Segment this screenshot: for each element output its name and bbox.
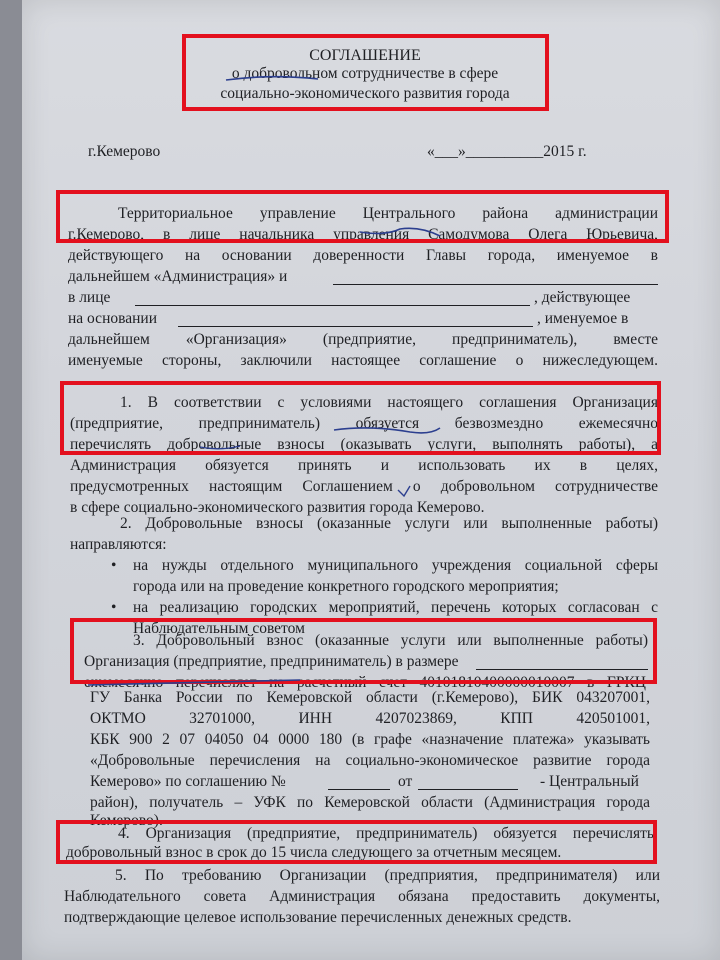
- clause-1-line: предусмотренных настоящим Соглашением о добровольном сотрудничестве: [70, 478, 658, 495]
- pen-underline-clause-1b: [200, 446, 240, 449]
- clause-2-bullet: города или на проведение конкретного городского мероприятия;: [133, 578, 559, 595]
- clause-2-line: 2. Добровольные взносы (оказанные услуги или выполненные работы): [120, 515, 658, 532]
- pen-underline-preamble: [360, 228, 440, 236]
- preamble-line: г.Кемерово, в лице начальника управления Самодумова Олега Юрьевича,: [68, 226, 658, 243]
- clause-1-line: в сфере социально-экономического развития города Кемерово.: [70, 499, 485, 516]
- preamble-line: Территориальное управление Центрального района администрации: [118, 205, 658, 222]
- pen-underline-clause-1: [334, 428, 440, 433]
- preamble-line: действующего на основании доверенности Главы города, именуемое в: [68, 247, 658, 264]
- clause-2-bullet: • на реализацию городских мероприятий, перечень которых согласован с: [133, 597, 658, 618]
- clause-2-bullet: Наблюдательным советом: [133, 620, 305, 637]
- clause-5-line: 5. По требованию Организации (предприятия, предпринимателя) или: [115, 867, 660, 884]
- clause-3-line: - Центральный: [540, 773, 639, 790]
- clause-2-line: направляются:: [70, 536, 167, 553]
- clause-3-line: КБК 900 2 07 04050 04 0000 180 (в графе «назначение платежа» указывать: [90, 731, 650, 748]
- clause-5-line: Наблюдательного совета Администрация обязана предоставить документы,: [64, 888, 660, 905]
- pen-underline-title: [226, 77, 318, 80]
- clause-1-line: перечислять добровольные взносы (оказывать услуги, выполнять работы), а: [70, 436, 658, 453]
- clause-3-line: 3. Добровольный взнос (оказанные услуги или выполненные работы): [133, 632, 648, 649]
- clause-3-line: ежемесячно перечисляет на расчетный счет 40101810400000010007 в ГРКЦ: [84, 674, 646, 691]
- clause-3-line: район), получатель – УФК по Кемеровской области (Администрация города: [90, 794, 650, 811]
- document-title: СОГЛАШЕНИЕ: [309, 47, 421, 64]
- city-label: г.Кемерово: [88, 143, 161, 160]
- clause-2-bullet: • на нужды отдельного муниципального учреждения социальной сферы: [133, 555, 658, 576]
- clause-1-line: (предприятие, предприниматель) обязуется безвозмездно ежемесячно: [70, 415, 658, 432]
- clause-1-line: Администрация обязуется принять и использовать их в целях,: [70, 457, 658, 474]
- clause-1-line: 1. В соответствии с условиями настоящего соглашения Организация: [120, 394, 658, 411]
- document-subtitle-line-1: о добровольном сотрудничестве в сфере: [231, 65, 499, 82]
- clause-4-line: 4. Организация (предприятие, предприниматель) обязуется перечислять: [118, 825, 654, 842]
- pen-underline-clause-3: [88, 680, 300, 685]
- preamble-line: именуемые стороны, заключили настоящее соглашение о нижеследующем.: [68, 352, 658, 369]
- pen-mark-check: [398, 486, 410, 496]
- clause-3-line: «Добровольные перечисления на социально-экономическое развитие города: [90, 752, 650, 769]
- clause-4-line: добровольный взнос в срок до 15 числа следующего за отчетным месяцем.: [66, 844, 562, 861]
- clause-3-line: Организация (предприятие, предприниматель) в размере: [84, 653, 459, 670]
- preamble-line: в лице: [68, 289, 111, 306]
- preamble-line: на основании: [68, 310, 157, 327]
- clause-3-line: от: [398, 773, 413, 790]
- clause-3-line: ГУ Банка России по Кемеровской области (г.Кемерово), БИК 043207001,: [90, 689, 650, 706]
- clause-3-line: ОКТМО 32701000, ИНН 4207023869, КПП 420501001,: [90, 710, 650, 727]
- preamble-line: , именуемое в: [537, 310, 629, 327]
- clause-3-line: Кемерово).: [90, 812, 163, 829]
- document-subtitle-line-2: социально-экономического развития города: [220, 85, 510, 102]
- agreement-date: «___»__________2015 г.: [427, 143, 587, 160]
- clause-5-line: подтверждающие целевое использование перечисленных денежных средств.: [64, 909, 572, 926]
- preamble-line: дальнейшем «Организация» (предприятие, предприниматель), вместе: [68, 331, 658, 348]
- preamble-line: дальнейшем «Администрация» и: [68, 268, 288, 285]
- clause-3-line: Кемерово» по соглашению №: [90, 773, 286, 790]
- preamble-line: , действующее: [534, 289, 631, 306]
